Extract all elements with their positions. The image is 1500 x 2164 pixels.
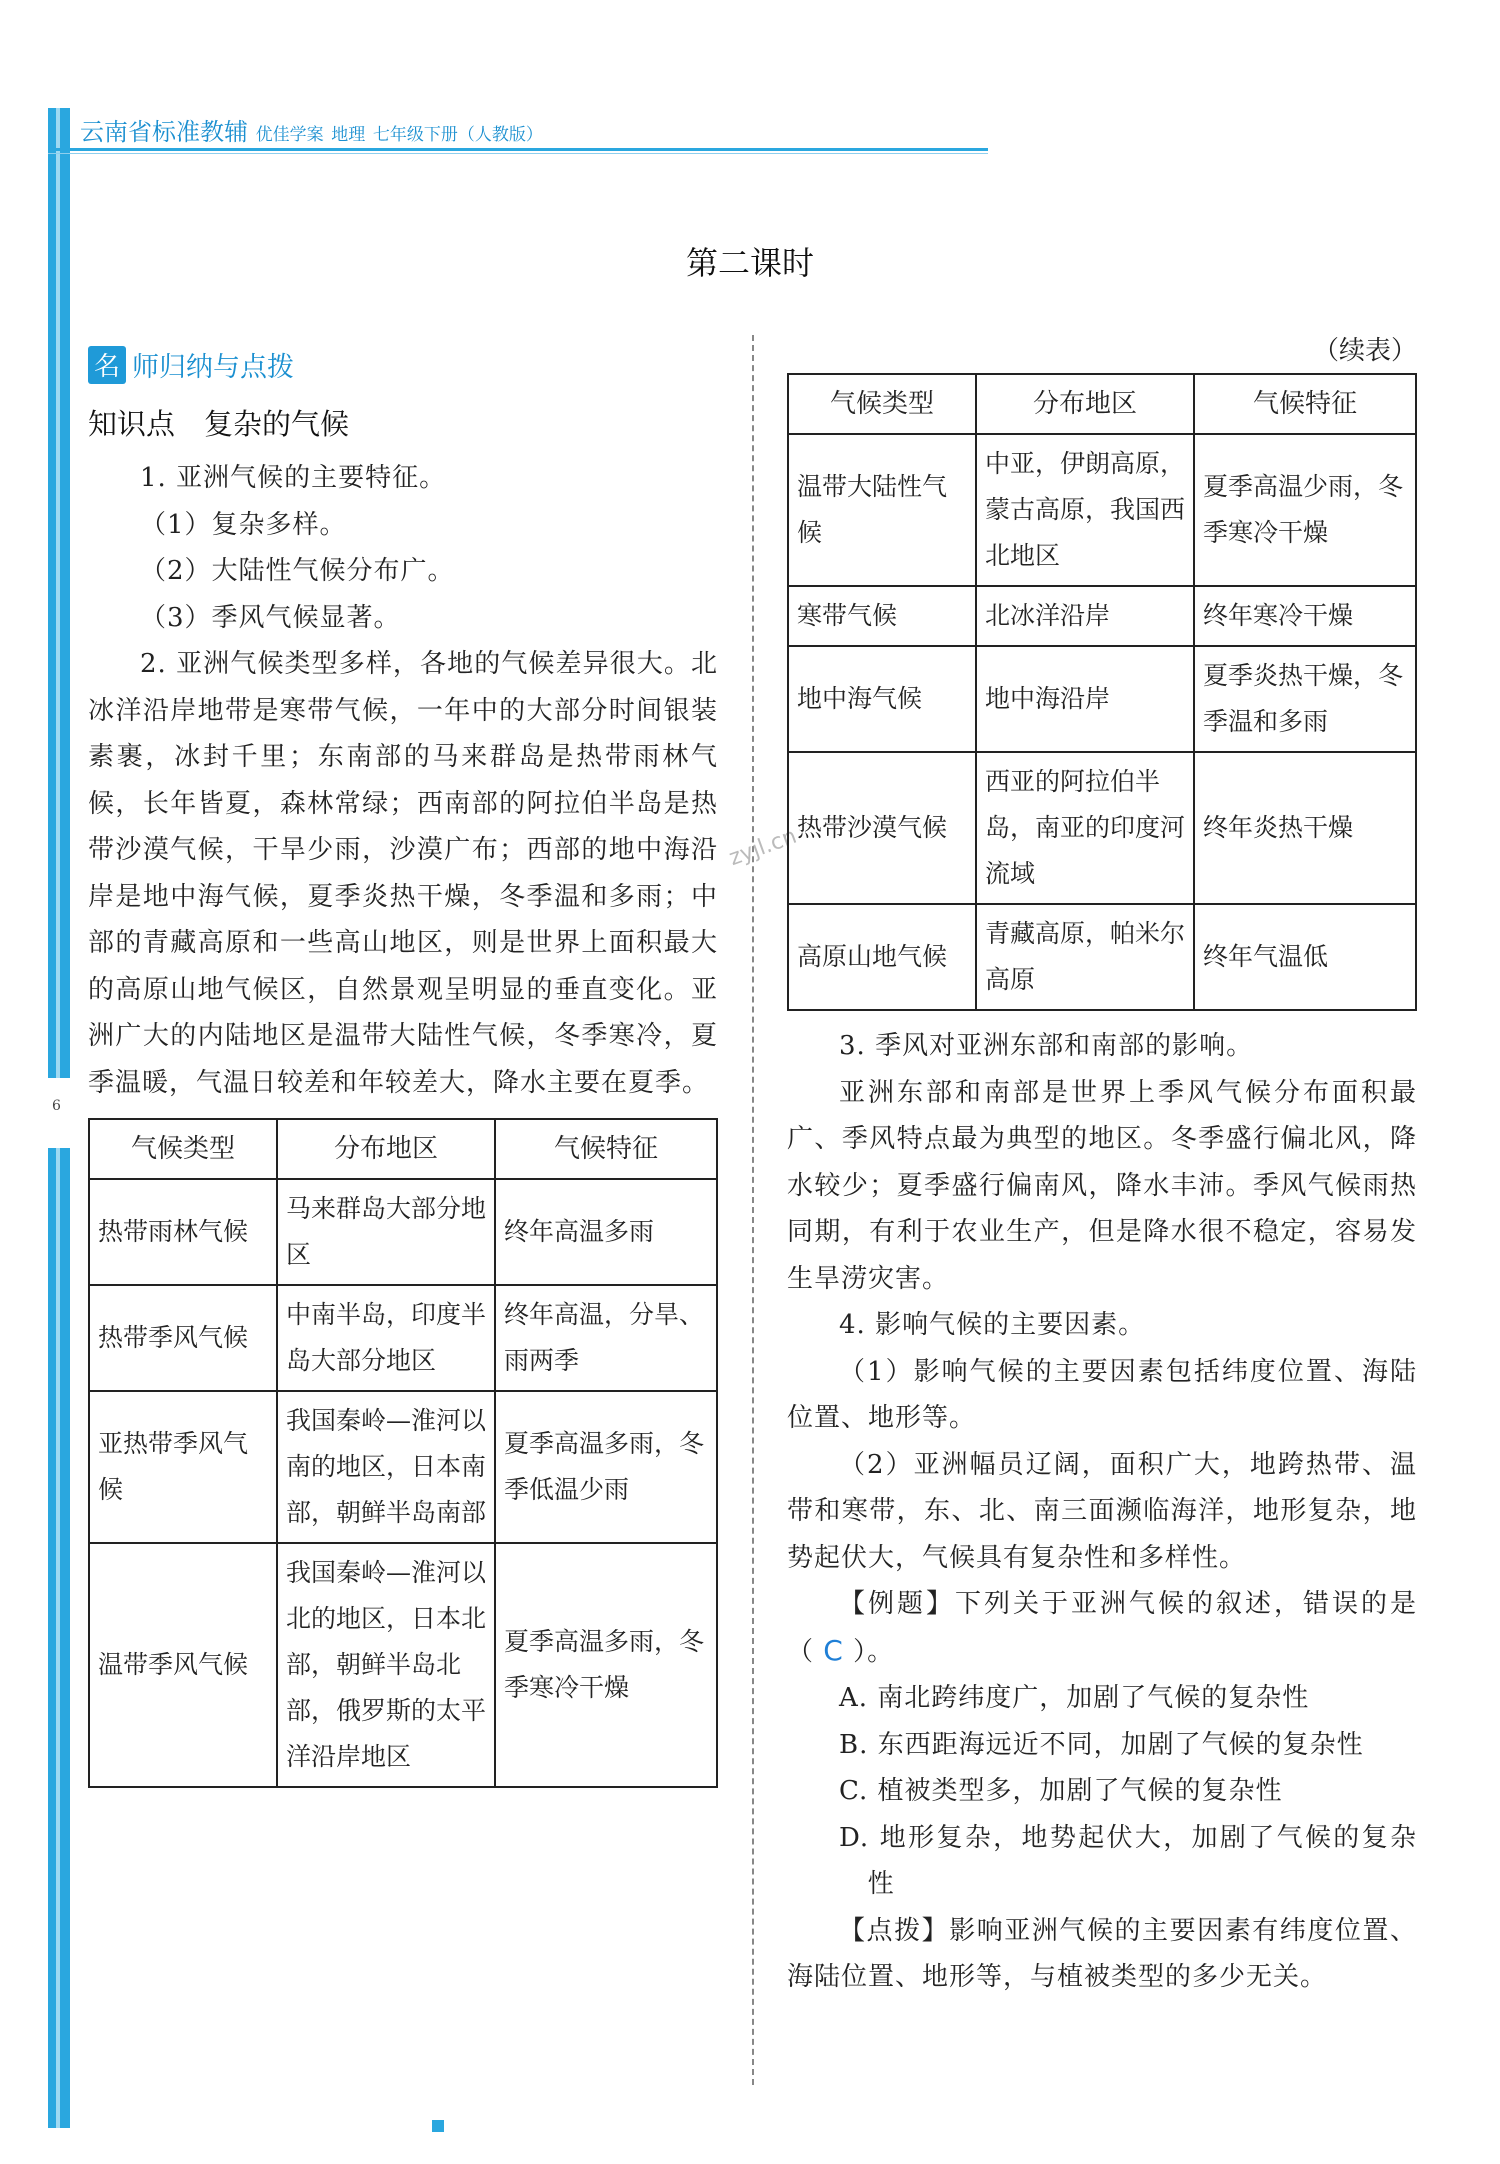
table-cell: 终年高温多雨	[495, 1179, 717, 1285]
right-column	[787, 330, 1417, 2001]
example-answer: C	[823, 1633, 844, 1667]
table-cell: 高原山地气候	[788, 904, 976, 1010]
header-series: 云南省标准教辅	[80, 118, 248, 146]
table-cell: 终年寒冷干燥	[1194, 586, 1416, 646]
column-header: 气候特征	[495, 1119, 717, 1179]
column-header: 分布地区	[277, 1119, 495, 1179]
example-stem: 下列关于亚洲气候的叙述，错误的是（	[787, 1589, 1417, 1667]
hint-text: 影响亚洲气候的主要因素有纬度位置、海陆位置、地形等，与植被类型的多少无关。	[787, 1915, 1417, 1992]
table-cell: 热带沙漠气候	[788, 752, 976, 904]
table-cell: 夏季高温多雨，冬季寒冷干燥	[495, 1543, 717, 1787]
paragraph: （1）复杂多样。	[140, 509, 347, 540]
table-cell: 终年气温低	[1194, 904, 1416, 1010]
table-cell: 终年炎热干燥	[1194, 752, 1416, 904]
paragraph: 3. 季风对亚洲东部和南部的影响。	[839, 1031, 1254, 1061]
table-cell: 我国秦岭—淮河以北的地区，日本北部，朝鲜半岛北部，俄罗斯的太平洋沿岸地区	[277, 1543, 495, 1787]
option-item: A. 南北跨纬度广，加剧了气候的复杂性	[839, 1683, 1310, 1713]
section-title: 师归纳与点拨	[132, 352, 294, 383]
column-header: 气候类型	[788, 374, 976, 434]
paragraph: 4. 影响气候的主要因素。	[839, 1310, 1146, 1340]
table-cell: 亚热带季风气候	[89, 1391, 277, 1543]
header-rule	[48, 148, 988, 151]
running-header	[80, 112, 543, 147]
column-divider	[752, 335, 754, 2085]
table-cell: 北冰洋沿岸	[976, 586, 1194, 646]
table-row	[788, 752, 1416, 904]
table-header-row	[788, 374, 1416, 434]
table-row	[788, 904, 1416, 1010]
bottom-marker	[432, 2120, 444, 2132]
example-stem-end: ）。	[853, 1636, 895, 1667]
table-cell: 中南半岛，印度半岛大部分地区	[277, 1285, 495, 1391]
table-cell: 寒带气候	[788, 586, 976, 646]
table-row	[89, 1543, 717, 1787]
table-cell: 热带季风气候	[89, 1285, 277, 1391]
table-cell: 温带季风气候	[89, 1543, 277, 1787]
left-column	[88, 345, 718, 1788]
header-grade: 七年级下册（人教版）	[372, 125, 543, 145]
table-cell: 地中海气候	[788, 646, 976, 752]
table-cell: 夏季高温少雨，冬季寒冷干燥	[1194, 434, 1416, 586]
watermark: zyjl.cn	[725, 823, 800, 872]
page-title: 第二课时	[685, 244, 814, 282]
table-cell: 夏季高温多雨，冬季低温少雨	[495, 1391, 717, 1543]
continued-label: （续表）	[1312, 336, 1417, 366]
hint-tag: 【点拨】	[839, 1915, 950, 1946]
example-tag: 【例题】	[839, 1589, 955, 1619]
table-cell: 西亚的阿拉伯半岛，南亚的印度河流域	[976, 752, 1194, 904]
paragraph: （2）亚洲幅员辽阔，面积广大，地跨热带、温带和寒带，东、北、南三面濒临海洋，地形复杂，地势起伏大，气候具有复杂性和多样性。	[787, 1449, 1417, 1573]
table-cell: 夏季炎热干燥，冬季温和多雨	[1194, 646, 1416, 752]
section-badge-icon: 名	[88, 346, 126, 384]
table-cell: 终年高温，分旱、雨两季	[495, 1285, 717, 1391]
paragraph: （3）季风气候显著。	[140, 602, 401, 633]
table-row	[788, 586, 1416, 646]
table-cell: 青藏高原，帕米尔高原	[976, 904, 1194, 1010]
table-cell: 马来群岛大部分地区	[277, 1179, 495, 1285]
table-row	[89, 1391, 717, 1543]
section-heading	[88, 345, 718, 384]
column-header: 气候特征	[1194, 374, 1416, 434]
column-header: 分布地区	[976, 374, 1194, 434]
option-item: C. 植被类型多，加剧了气候的复杂性	[839, 1776, 1283, 1806]
hint-paragraph	[787, 1908, 1417, 2001]
table-cell: 温带大陆性气候	[788, 434, 976, 586]
header-rule-thin	[48, 153, 988, 154]
header-book: 优佳学案	[255, 125, 324, 145]
table-cell: 地中海沿岸	[976, 646, 1194, 752]
table-cell: 我国秦岭—淮河以南的地区，日本南部，朝鲜半岛南部	[277, 1391, 495, 1543]
table-cell: 热带雨林气候	[89, 1179, 277, 1285]
climate-table-right	[787, 373, 1417, 1011]
column-header: 气候类型	[89, 1119, 277, 1179]
paragraph: 1. 亚洲气候的主要特征。	[140, 463, 447, 493]
paragraph: 2. 亚洲气候类型多样，各地的气候差异很大。北冰洋沿岸地带是寒带气候，一年中的大部分时间银装素裹，冰封千里；东南部的马来群岛是热带雨林气候，长年皆夏，森林常绿；西南部的阿拉伯半岛是热带沙漠气候，干旱少雨，沙漠广布；西部的地中海沿岸是地中海气候，夏季炎热干燥，冬季温和多雨；中部的青藏高原和一些高山地区，则是世界上面积最大的高原山地气候区，自然景观呈明显的垂直变化。亚洲广大的内陆地区是温带大陆性气候，冬季寒冷，夏季温暖，气温日较差和年较差大，降水主要在夏季。	[88, 649, 718, 1098]
header-subject: 地理	[331, 125, 366, 145]
paragraph: （1）影响气候的主要因素包括纬度位置、海陆位置、地形等。	[787, 1356, 1417, 1433]
knowledge-point-title: 知识点 复杂的气候	[88, 407, 350, 441]
table-header-row	[89, 1119, 717, 1179]
table-row	[788, 646, 1416, 752]
paragraph: （2）大陆性气候分布广。	[140, 556, 455, 586]
table-row	[89, 1285, 717, 1391]
page-number: 6	[52, 1098, 61, 1114]
climate-table-left	[88, 1118, 718, 1788]
paragraph: 亚洲东部和南部是世界上季风气候分布面积最广、季风特点最为典型的地区。冬季盛行偏北风，降水较少；夏季盛行偏南风，降水丰沛。季风气候雨热同期，有利于农业生产，但是降水很不稳定，容易发生旱涝灾害。	[787, 1077, 1417, 1294]
table-row	[89, 1179, 717, 1285]
table-row	[788, 434, 1416, 586]
example-question	[787, 1581, 1417, 1675]
option-item: B. 东西距海远近不同，加剧了气候的复杂性	[839, 1729, 1364, 1760]
table-cell: 中亚，伊朗高原，蒙古高原，我国西北地区	[976, 434, 1194, 586]
option-item: D. 地形复杂，地势起伏大，加剧了气候的复杂性	[839, 1822, 1417, 1899]
